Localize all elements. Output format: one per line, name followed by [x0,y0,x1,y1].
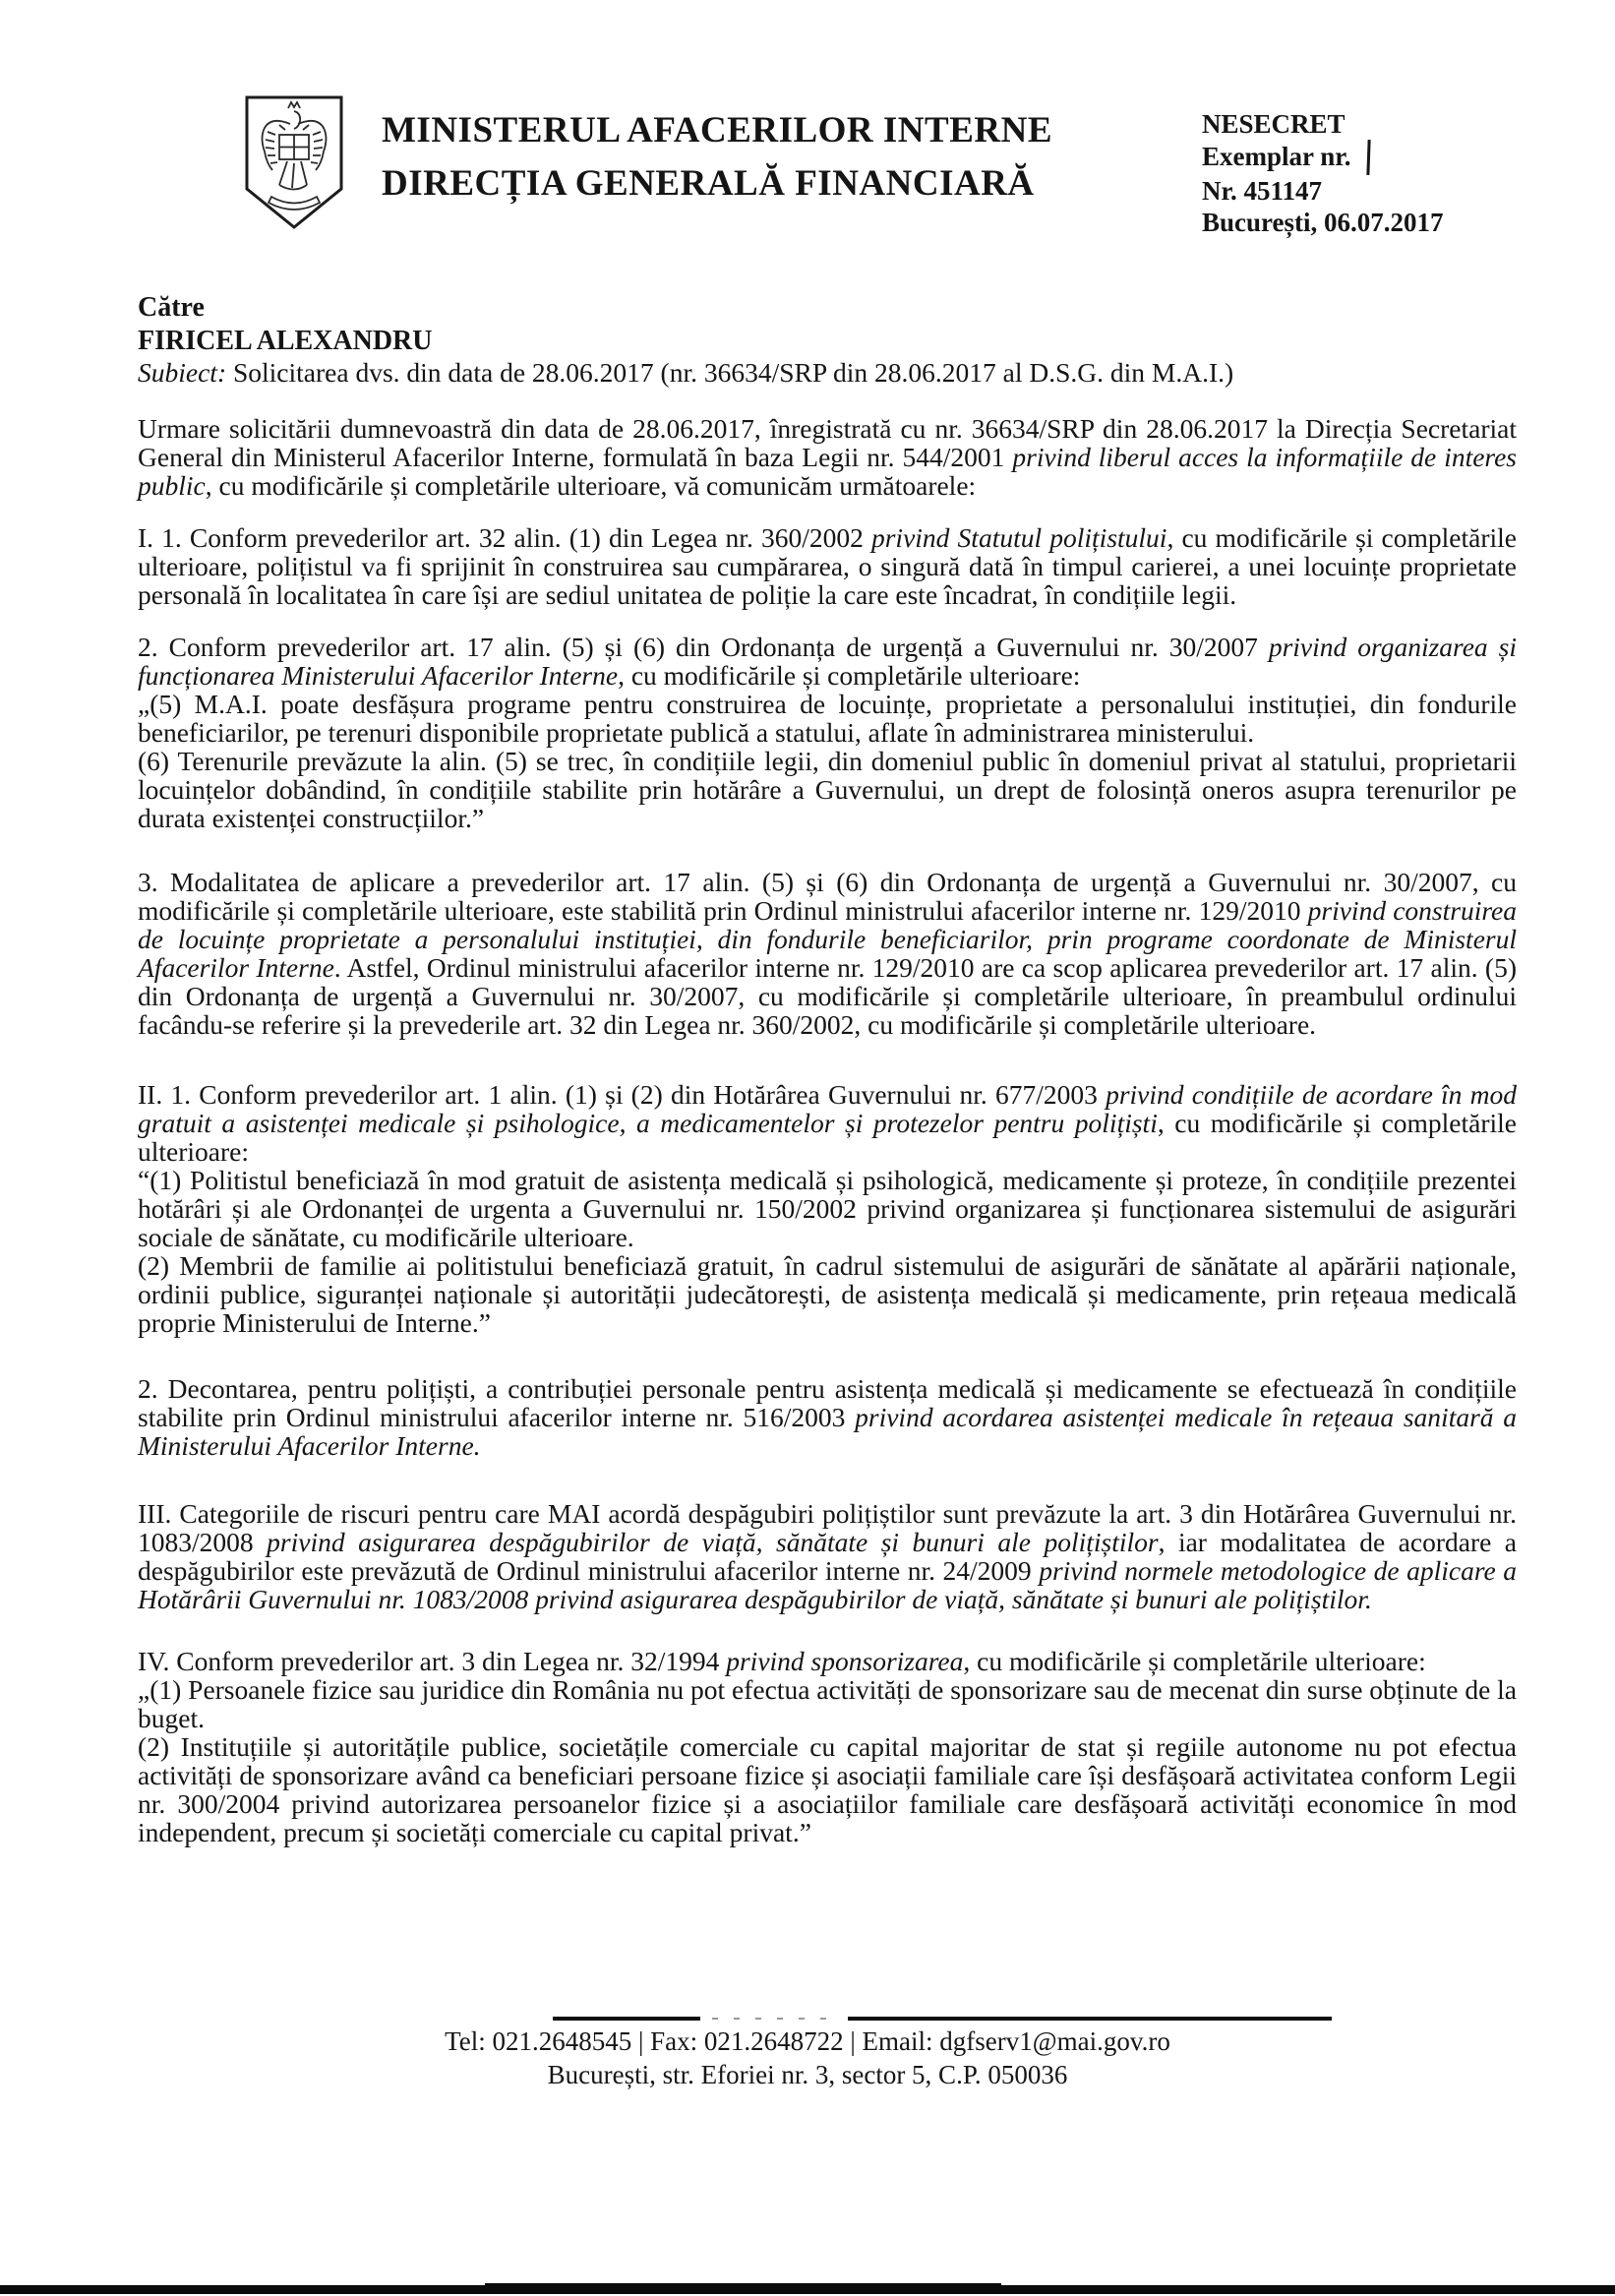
paragraph-I-3: 3. Modalitatea de aplicare a prevederilor art. 17 alin. (5) și (6) din Ordonanța de urgență a Guvernului nr. 30/2007, cu modificările și completările ulterioare, este stabilită prin Ordinul ministrului afacerilor interne nr. 129/2010 privind construirea de locuințe proprietate a personalului instituției, din fondurile beneficiarilor, prin programe coordonate de Ministerul Afacerilor Interne. Astfel, Ordinul ministrului afacerilor interne nr. 129/2010 are ca scop aplicarea prevederilor art. 17 alin. (5) din Ordonanța de urgență a Guvernului nr. 30/2007, cu modificările și completările ulterioare, în preambulul ordinului facându-se referire și la prevederile art. 32 din Legea nr. 360/2002, cu modificările și completările ulterioare. [138,867,1517,1040]
footer-divider-right [848,2017,1332,2021]
recipient-salutation: Către [138,292,205,323]
footer-divider-middle [712,2018,838,2020]
classification-label: NESECRET [1202,109,1346,139]
exemplar-line [1202,140,1444,175]
paragraph-IV-quote-1: „(1) Persoanele fizice sau juridice din România nu pot efectua activități de sponsorizare sau de mecenat din surse obținute de la buget. [138,1674,1517,1733]
paragraph-II-1-quote-1: “(1) Politistul beneficiază în mod gratuit de asistența medicală și psihologică, medicamente și proteze, în condițiile prezentei hotărâri și ale Ordonanței de urgenta a Guvernului nr. 150/2002 privind organizarea și funcționarea sistemului de asigurări sociale de sănătate, cu modificările ulterioare. [138,1165,1517,1252]
letter-body [138,291,1517,1846]
paragraph-IV-heading: IV. Conform prevederilor art. 3 din Legea nr. 32/1994 privind sponsorizarea, cu modificările și completările ulterioare: [138,1646,1426,1676]
letterhead-meta [1202,108,1444,238]
registration-number: Nr. 451147 [1202,176,1323,206]
ministry-name: MINISTERUL AFACERILOR INTERNE [382,110,1052,151]
recipient-name: FIRICEL ALEXANDRU [138,326,433,356]
paragraph-I-2-quote-6: (6) Terenurile prevăzute la alin. (5) se trec, în condițiile legii, din domeniul public în domeniul privat al statului, proprietarii locuințelor dobândind, în condițiile stabilite prin hotărâre a Guvernului, un drept de folosință oneros asupra terenurilor pe durata existenței construcțiilor.” [138,746,1517,833]
recipient-block [138,291,1517,358]
exemplar-label: Exemplar nr. [1202,142,1351,171]
paragraph-II-1-quote-2: (2) Membrii de familie ai politistului beneficiază gratuit, în cadrul sistemului de asigurări de sănătate al apărării naționale, ordinii publice, siguranței naționale și autorității judecătorești, de asistența medicală și medicamente, prin rețeaua medicală proprie Ministerului de Interne.” [138,1250,1517,1338]
footer-contact-line: Tel: 021.2648545 | Fax: 021.2648722 | Email: dgfserv1@mai.gov.ro [445,2026,1170,2056]
paragraph-III: III. Categoriile de riscuri pentru care MAI acordă despăgubiri polițiștilor sunt prevăzute la art. 3 din Hotărârea Guvernului nr. 1083/2008 privind asigurarea despăgubirilor de viață, sănătate și bunuri ale polițiștilor, iar modalitatea de acordare a despăgubirilor este prevăzută de Ordinul ministrului afacerilor interne nr. 24/2009 privind normele metodologice de aplicare a Hotărârii Guvernului nr. 1083/2008 privind asigurarea despăgubirilor de viață, sănătate și bunuri ale polițiștilor. [138,1498,1518,1614]
paragraph-IV-quote-2: (2) Instituțiile și autoritățile publice, societățile comerciale cu capital majoritar de stat și regiile autonome nu pot efectua activități de sponsorizare având ca beneficiari persoane fizice și asociații familiale care își desfășoară activitatea conform Legii nr. 300/2004 privind autorizarea persoanelor fizice și a asociațiilor familiale care desfășoară activități economice în mod independent, precum și societăți comerciale cu capital privat.” [138,1731,1517,1847]
handwritten-exemplar-number [1366,140,1370,175]
footer-address-line: București, str. Eforiei nr. 3, sector 5, C.P. 050036 [547,2060,1068,2089]
paragraph-II-2: 2. Decontarea, pentru polițiști, a contribuției personale pentru asistența medicală și medicamente se efectuează în condițiile stabilite prin Ordinul ministrului afacerilor interne nr. 516/2003 privind acordarea asistenței medicale în rețeaua sanitară a Ministerului Afacerilor Interne. [138,1373,1517,1461]
footer-divider [553,2017,1332,2022]
letterhead-org [382,104,1052,211]
place-and-date: București, 06.07.2017 [1202,208,1444,237]
subject-line: Subiect: Solicitarea dvs. din data de 28.06.2017 (nr. 36634/SRP din 28.06.2017 al D.S.G. din M.A.I.) [138,357,1234,388]
directorate-name: DIRECȚIA GENERALĂ FINANCIARĂ [382,163,1035,204]
romania-coat-of-arms-icon [242,92,346,232]
paragraph-I-1: I. 1. Conform prevederilor art. 32 alin. (1) din Legea nr. 360/2002 privind Statutul polițistului, cu modificările și completările ulterioare, polițistul va fi sprijinit în construirea sau cumpărarea, o singură dată în timpul carierei, a unei locuințe proprietate personală în localitatea în care își are sediul unitatea de poliție la care este încadrat, în condițiile legii. [138,522,1517,610]
scan-edge-artifact [0,2285,1615,2294]
paragraph-I-2-heading: 2. Conform prevederilor art. 17 alin. (5) și (6) din Ordonanța de urgență a Guvernului nr. 30/2007 privind organizarea și funcționarea Ministerului Afacerilor Interne, cu modificările și completările ulterioare: [138,632,1517,691]
paragraph-II-1-heading: II. 1. Conform prevederilor art. 1 alin. (1) și (2) din Hotărârea Guvernului nr. 677/2003 privind condițiile de acordare în mod gratuit a asistenței medicale și psihologice, a medicamentelor și protezelor pentru polițiști, cu modificările și completările ulterioare: [138,1079,1517,1167]
paragraph-intro: Urmare solicitării dumnevoastră din data de 28.06.2017, înregistrată cu nr. 36634/SRP din 28.06.2017 la Direcția Secretariat General din Ministerul Afacerilor Interne, formulată în baza Legii nr. 544/2001 privind liberul acces la informațiile de interes public, cu modificările și completările ulterioare, vă comunicăm următoarele: [138,413,1518,501]
footer-divider-left [553,2017,700,2021]
paragraph-I-2-quote-5: „(5) M.A.I. poate desfășura programe pentru construirea de locuințe, proprietate a personalului instituției, din fondurile beneficiarilor, pe terenuri disponibile proprietate publică a statului, aflate în administrarea ministerului. [138,689,1517,748]
